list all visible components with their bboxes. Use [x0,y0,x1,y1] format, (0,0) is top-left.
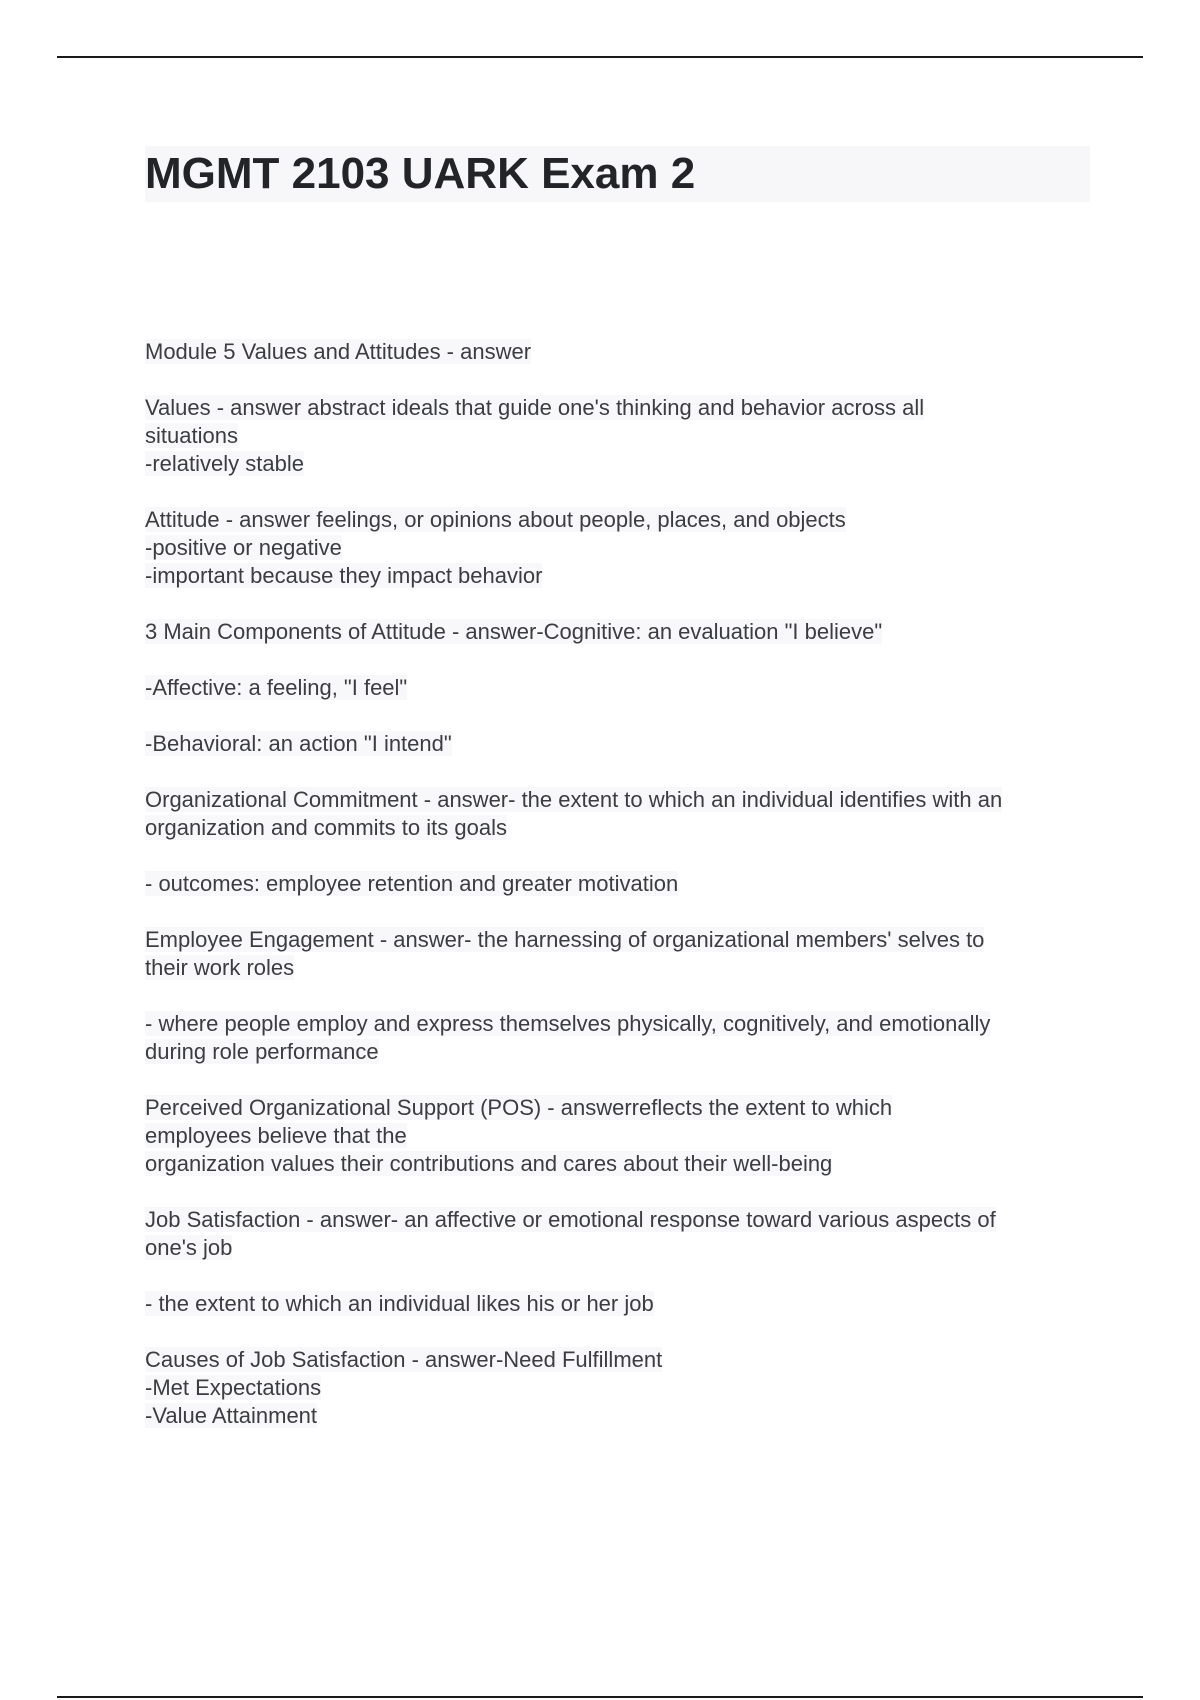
entry-line [145,394,1090,422]
entry-line [145,338,1090,366]
entry-line [145,786,1090,814]
qa-entry [145,1094,1090,1178]
entry-text: Employee Engagement - answer- the harnessing of organizational members' selves to [145,927,985,952]
top-rule [57,56,1143,58]
entry-line [145,730,1090,758]
entry-line [145,450,1090,478]
entry-text: Job Satisfaction - answer- an affective or emotional response toward various aspects of [145,1207,996,1232]
entry-line [145,1402,1090,1430]
entry-line [145,1038,1090,1066]
entry-list [145,338,1090,1430]
entry-text: -Met Expectations [145,1375,322,1400]
entry-text: Attitude - answer feelings, or opinions about people, places, and objects [145,507,846,532]
page-title: MGMT 2103 UARK Exam 2 [145,146,1090,202]
entry-text: -Value Attainment [145,1403,318,1428]
entry-line [145,422,1090,450]
entry-line [145,1010,1090,1038]
entry-text: 3 Main Components of Attitude - answer-Cognitive: an evaluation "I believe" [145,619,883,644]
entry-text: -positive or negative [145,535,342,560]
entry-line [145,506,1090,534]
entry-text: organization and commits to its goals [145,815,507,840]
entry-text: Module 5 Values and Attitudes - answer [145,339,532,364]
entry-text: Organizational Commitment - answer- the extent to which an individual identifies with an [145,787,1003,812]
entry-line [145,674,1090,702]
entry-line [145,562,1090,590]
qa-entry [145,730,1090,758]
entry-text: -important because they impact behavior [145,563,543,588]
entry-text: situations [145,423,238,448]
entry-line [145,534,1090,562]
qa-entry [145,926,1090,982]
qa-entry [145,506,1090,590]
entry-line [145,954,1090,982]
entry-text: employees believe that the [145,1123,407,1148]
entry-text: their work roles [145,955,295,980]
entry-text: one's job [145,1235,233,1260]
entry-text: organization values their contributions and cares about their well-being [145,1151,833,1176]
qa-entry [145,1290,1090,1318]
entry-line [145,618,1090,646]
entry-line [145,814,1090,842]
entry-line [145,1290,1090,1318]
qa-entry [145,338,1090,366]
entry-text: - outcomes: employee retention and greater motivation [145,871,679,896]
entry-line [145,1122,1090,1150]
entry-text: during role performance [145,1039,379,1064]
qa-entry [145,786,1090,842]
qa-entry [145,674,1090,702]
qa-entry [145,1206,1090,1262]
entry-text: Values - answer abstract ideals that guide one's thinking and behavior across all [145,395,925,420]
entry-text: -relatively stable [145,451,304,476]
qa-entry [145,618,1090,646]
entry-text: Perceived Organizational Support (POS) - answerreflects the extent to which [145,1095,893,1120]
entry-text: -Behavioral: an action "I intend" [145,731,452,756]
entry-line [145,1150,1090,1178]
entry-line [145,1206,1090,1234]
entry-text: - the extent to which an individual likes his or her job [145,1291,654,1316]
entry-line [145,926,1090,954]
entry-text: -Affective: a feeling, "I feel" [145,675,408,700]
qa-entry [145,1346,1090,1430]
qa-entry [145,1010,1090,1066]
entry-line [145,870,1090,898]
entry-line [145,1234,1090,1262]
entry-text: Causes of Job Satisfaction - answer-Need Fulfillment [145,1347,663,1372]
entry-text: - where people employ and express themselves physically, cognitively, and emotionally [145,1011,991,1036]
entry-line [145,1094,1090,1122]
qa-entry [145,394,1090,478]
entry-line [145,1346,1090,1374]
bottom-rule [57,1696,1143,1698]
entry-line [145,1374,1090,1402]
qa-entry [145,870,1090,898]
document-body [145,146,1090,1458]
